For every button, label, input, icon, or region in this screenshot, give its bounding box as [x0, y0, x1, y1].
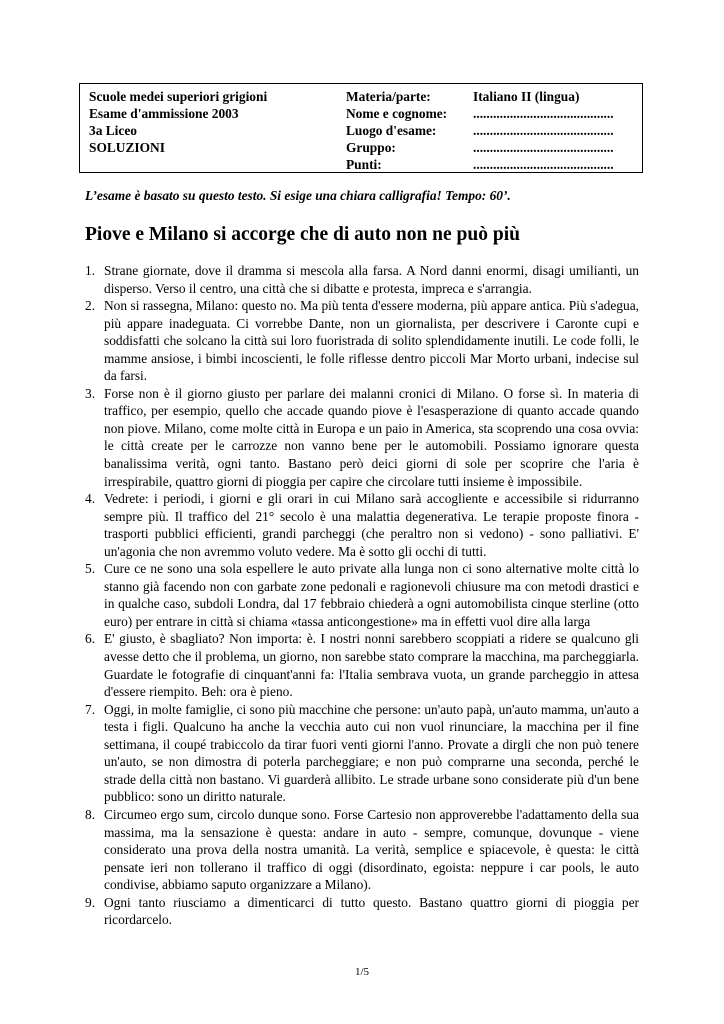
- paragraph-number: 7.: [85, 701, 96, 717]
- exam-instructions: L’esame è basato su questo testo. Si esige una chiara calligrafia! Tempo: 60’.: [85, 188, 511, 203]
- exam-header-box: [79, 83, 643, 173]
- paragraph-6: [85, 630, 639, 700]
- paragraph-number: 9.: [85, 894, 96, 910]
- name-field: ..........................................: [473, 106, 614, 121]
- paragraph-text: Oggi, in molte famiglie, ci sono più macchine che persone: un'auto papà, un'auto mamma, un'auto a testa i figli. Qualcuno ha anche la vecchia auto cui non vuol rinunciare, la macchina per il fine settimana, il coupé trabiccolo da tirar fuori venti giorni l'anno. Provate a dirgli che non può tenere un'auto, se non dimostra di poterla parcheggiare; e non può comprarne una seconda, perché le strade della città non bastano. Vi guarderà allibito. Le strade urbane sono considerate più d'un bene pubblico: sono un diritto naturale.: [104, 701, 639, 805]
- place-label: Luogo d'esame:: [346, 123, 437, 138]
- school-info: [89, 88, 267, 156]
- paragraph-text: Non si rassegna, Milano: questo no. Ma più tenta d'essere moderna, più appare antica. Più s'adegua, più appare inadeguata. Ci vorrebbe Dante, non un giornalista, per descrivere i Caronte cupi e soddisfatti che solcano la città sui loro fuoristrada di solito splendidamente inutili. Le code folli, le mamme ansiose, i bimbi incoscienti, le folle riflesse dentro piccoli Mar Morto urbani, indecise sul da farsi.: [104, 298, 639, 384]
- school-name: Scuole medei superiori grigioni: [89, 89, 268, 104]
- exam-name: Esame d'ammissione 2003: [89, 106, 239, 121]
- class-name: 3a Liceo: [89, 123, 137, 138]
- paragraph-text: Cure ce ne sono una sola espellere le auto private alla lunga non ci sono alternative molte città lo stanno già facendo non con garbate zone pedonali e ragionevoli chiusure ma con metodi drastici e in qualche caso, subdoli Londra, dal 17 febbraio chiederà a ogni automobilista cinque sterline (otto euro) per entrare in città si chiama «tassa anticongestione» ma in effetti vuol dire alla larga: [104, 561, 639, 629]
- solutions-label: SOLUZIONI: [89, 140, 165, 155]
- subject-label: Materia/parte:: [346, 89, 431, 104]
- paragraph-number: 5.: [85, 561, 96, 577]
- paragraph-text: Circumeo ergo sum, circolo dunque sono. Forse Cartesio non approverebbe l'adattamento della sua massima, ma la sensazione è questa: andare in auto - sempre, comunque, dovunque - viene considerato una prova della nostra umanità. La verità, semplice e spiacevole, è questa: le città pensate ieri non tollerano il traffico di oggi (disordinato, egoista: neppure i car pools, le auto condivise, abbiamo saputo organizzare a Milano).: [104, 806, 639, 893]
- paragraph-number: 1.: [85, 263, 96, 278]
- field-values: [473, 88, 614, 173]
- paragraph-number: 2.: [85, 298, 96, 314]
- paragraph-7: [85, 701, 639, 806]
- field-labels: [346, 88, 447, 173]
- paragraph-text: Strane giornate, dove il dramma si mescola alla farsa. A Nord danni enormi, disagi umilianti, un disperso. Verso il centro, una città che si dibatte e protesta, impreca e s'arrangia.: [104, 263, 639, 296]
- paragraph-text: Vedrete: i periodi, i giorni e gli orari in cui Milano sarà accogliente e accessibile si ridurranno sempre più. Il traffico del 21° secolo è una malattia degenerativa. Le terapie proposte finora - trasporti pubblici efficienti, grandi parcheggi (che peraltro non si vedono) - sono palliativi. E' un'agonia che non avremmo voluto vedere. Ma è sotto gli occhi di tutti.: [104, 491, 639, 559]
- paragraph-list: [85, 262, 639, 929]
- paragraph-number: 6.: [85, 631, 96, 647]
- paragraph-number: 4.: [85, 491, 96, 507]
- paragraph-4: [85, 490, 639, 560]
- group-label: Gruppo:: [346, 140, 396, 155]
- paragraph-number: 8.: [85, 806, 96, 822]
- name-label: Nome e cognome:: [346, 106, 448, 121]
- paragraph-2: [85, 297, 639, 385]
- paragraph-8: [85, 806, 639, 894]
- paragraph-text: Ogni tanto riusciamo a dimenticarci di tutto questo. Bastano quattro giorni di pioggia per ricordarcelo.: [104, 894, 639, 928]
- paragraph-5: [85, 560, 639, 630]
- place-field: ..........................................: [473, 123, 614, 138]
- paragraph-text: E' giusto, è sbagliato? Non importa: è. I nostri nonni sarebbero scoppiati a ridere se qualcuno gli avesse detto che il problema, un giorno, non sarebbe stato comprare la macchina, ma parcheggiarla. Guardate le fotografie di cinquant'anni fa: l'Italia sembrava vuota, un grande parcheggio in attesa d'essere riempito. Beh: ora è pieno.: [104, 631, 639, 700]
- article-title: Piove e Milano si accorge che di auto non ne può più: [85, 224, 520, 245]
- paragraph-number: 3.: [85, 385, 96, 401]
- paragraph-3: [85, 385, 639, 490]
- points-field: ..........................................: [473, 157, 614, 172]
- paragraph-text: Forse non è il giorno giusto per parlare dei malanni cronici di Milano. O forse sì. In materia di traffico, per esempio, quello che accade quando piove è l'esasperazione di quanto accade quando non piove. Milano, come molte città in Europa e un paio in America, sta scoprendo una cosa ovvia: le città create per le carrozze non vanno bene per le automobili. Possiamo ignorare questa banalissima verità, ogni tanto. Bastano però deici giorni di sole per scoprire che l'aria è irrespirabile, quattro giorni di pioggia per capire che circolare tutti insieme è impossibile.: [104, 385, 639, 489]
- paragraph-9: [85, 894, 639, 929]
- paragraph-1: [85, 262, 639, 297]
- page-number: 1/5: [354, 966, 370, 978]
- subject-value: Italiano II (lingua): [473, 89, 580, 104]
- points-label: Punti:: [346, 157, 382, 172]
- group-field: ..........................................: [473, 140, 614, 155]
